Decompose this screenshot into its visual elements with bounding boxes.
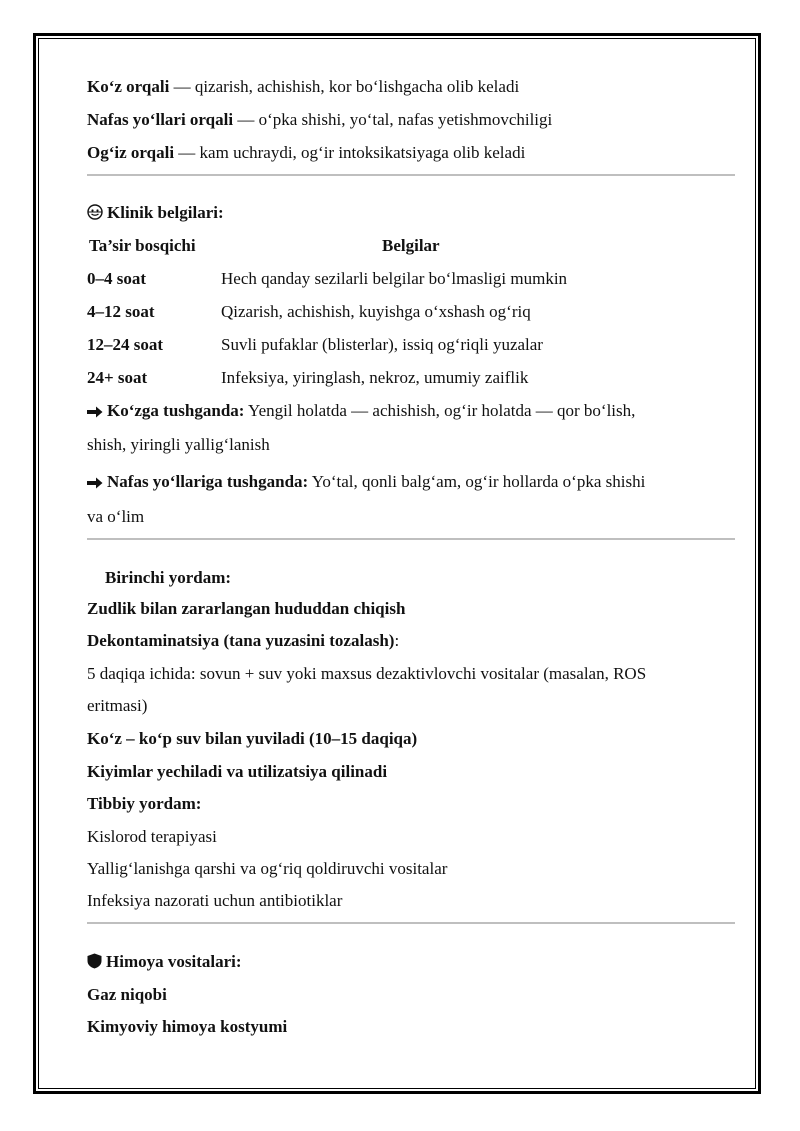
route-eye: Ko‘z orqali — qizarish, achishish, kor bo‘lishgacha olib keladi [87,77,520,96]
shield-icon [87,953,102,975]
first-aid-eye-wash: Ko‘z – ko‘p suv bilan yuviladi (10–15 daqiqa) [87,729,418,748]
divider [87,174,735,176]
list-item: Yallig‘lanishga qarshi va og‘riq qoldiruvchi vositalar [87,859,448,878]
face-icon [87,204,103,226]
col-header-stage: Ta’sir bosqichi [89,236,196,255]
divider [87,922,735,924]
arrow-right-icon [87,402,103,424]
first-aid-clothes: Kiyimlar yechiladi va utilizatsiya qilinadi [87,762,388,781]
eye-exposure-note-cont: shish, yiringli yallig‘lanish [87,435,270,454]
table-row: 24+ soat Infeksiya, yiringlash, nekroz, umumiy zaiflik [87,368,529,387]
first-aid-decon: Dekontaminatsiya (tana yuzasini tozalash): [87,631,400,650]
medical-title: Tibbiy yordam: [87,794,202,813]
protection-title: Himoya vositalari: [87,951,242,975]
table-row: 12–24 soat Suvli pufaklar (blisterlar), issiq og‘riqli yuzalar [87,335,543,354]
clinical-title: Klinik belgilari: [87,202,224,226]
page-border [33,33,761,1094]
eye-exposure-note: Ko‘zga tushganda: Yengil holatda — achishish, og‘ir holatda — qor bo‘lish, [87,400,635,424]
respiratory-exposure-note: Nafas yo‘llariga tushganda: Yo‘tal, qonli balg‘am, og‘ir hollarda o‘pka shishi [87,471,645,495]
list-item: Infeksiya nazorati uchun antibiotiklar [87,891,343,910]
table-row: 0–4 soat Hech qanday sezilarli belgilar bo‘lmasligi mumkin [87,269,568,288]
first-aid-decon-detail-cont: eritmasi) [87,696,148,715]
col-header-signs: Belgilar [382,236,440,255]
table-row: 4–12 soat Qizarish, achishish, kuyishga o‘xshash og‘riq [87,302,531,321]
list-item: Gaz niqobi [87,985,167,1004]
first-aid-title: Birinchi yordam: [105,568,232,587]
arrow-right-icon [87,473,103,495]
list-item: Kislorod terapiyasi [87,827,217,846]
route-oral: Og‘iz orqali — kam uchraydi, og‘ir intoksikatsiyaga olib keladi [87,143,526,162]
list-item: Kimyoviy himoya kostyumi [87,1017,288,1036]
respiratory-exposure-note-cont: va o‘lim [87,507,145,526]
divider [87,538,735,540]
first-aid-exit: Zudlik bilan zararlangan hududdan chiqish [87,599,406,618]
route-respiratory: Nafas yo‘llari orqali — o‘pka shishi, yo‘tal, nafas yetishmovchiligi [87,110,553,129]
first-aid-decon-detail: 5 daqiqa ichida: sovun + suv yoki maxsus dezaktivlovchi vositalar (masalan, ROS [87,664,647,683]
